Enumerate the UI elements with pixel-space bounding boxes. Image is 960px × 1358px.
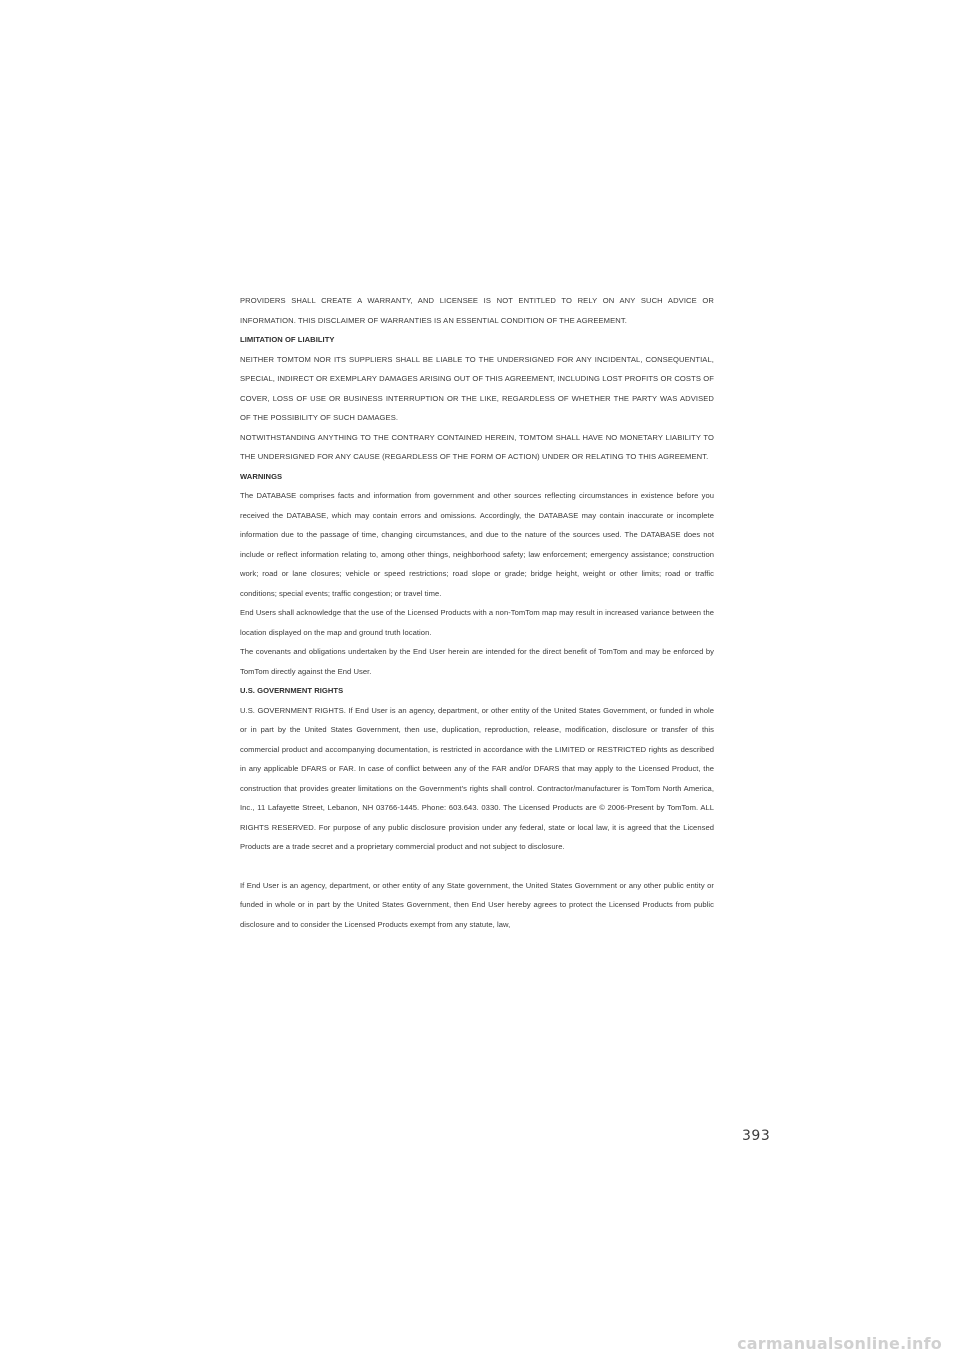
- license-text-body: [240, 291, 714, 934]
- paragraph: The covenants and obligations undertaken by the End User herein are intended for the direct benefit of TomTom and may be enforced by TomTom directly against the End User.: [240, 647, 714, 676]
- paragraph: U.S. GOVERNMENT RIGHTS. If End User is an agency, department, or other entity of the United States Government, or funded in whole or in part by the United States Government, then use, duplication, reproduction, release, modification, disclosure or transfer of this commercial product and accompanying documentation, is restricted in accordance with the LIMITED or RESTRICTED rights as described in any applicable DFARS or FAR. In case of conflict between any of the FAR and/or DFARS that may apply to the Licensed Product, the construction that provides greater limitations on the Government's rights shall control. Contractor/manufacturer is TomTom North America, Inc., 11 Lafayette Street, Lebanon, NH 03766-1445. Phone: 603.643. 0330. The Licensed Products are © 2006-Present by TomTom. ALL RIGHTS RESERVED. For purpose of any public disclosure provision under any federal, state or local law, it is agreed that the Licensed Products are a trade secret and a proprietary commercial product and not subject to disclosure.: [240, 705, 714, 851]
- paragraph: The DATABASE comprises facts and information from government and other sources reflecting circumstances in existence before you received the DATABASE, which may contain errors and omissions. Accordingly, the DATABASE may contain inaccurate or incomplete information due to the passage of time, changing circumstances, and due to the nature of the sources used. The DATABASE does not include or reflect information relating to, among other things, neighborhood safety; law enforcement; emergency assistance; construction work; road or lane closures; vehicle or speed restrictions; road slope or grade; bridge height, weight or other limits; road or traffic conditions; special events; traffic congestion; or travel time.: [240, 491, 714, 598]
- paragraph: NOTWITHSTANDING ANYTHING TO THE CONTRARY CONTAINED HEREIN, TOMTOM SHALL HAVE NO MONETARY LIABILITY TO THE UNDERSIGNED FOR ANY CAUSE (REGARDLESS OF THE FORM OF ACTION) UNDER OR RELATING TO THIS AGREEMENT.: [240, 432, 714, 461]
- section-heading: U.S. GOVERNMENT RIGHTS: [240, 686, 344, 695]
- paragraph-spacer: [240, 857, 714, 876]
- section-heading: WARNINGS: [240, 471, 283, 481]
- section-heading: LIMITATION OF LIABILITY: [240, 335, 335, 344]
- paragraph: If End User is an agency, department, or other entity of any State government, the United States Government or any other public entity or funded in whole or in part by the United States Government, then End User hereby agrees to protect the Licensed Products from public disclosure and to consider the Licensed Products exempt from any statute, law,: [240, 880, 714, 929]
- paragraph: End Users shall acknowledge that the use of the Licensed Products with a non-TomTom map may result in increased variance between the location displayed on the map and ground truth location.: [240, 608, 714, 637]
- watermark: carmanualsonline.info: [737, 1334, 942, 1353]
- page-number: 393: [742, 1128, 771, 1144]
- paragraph: PROVIDERS SHALL CREATE A WARRANTY, AND LICENSEE IS NOT ENTITLED TO RELY ON ANY SUCH ADVICE OR INFORMATION. THIS DISCLAIMER OF WARRANTIES IS AN ESSENTIAL CONDITION OF THE AGREEMENT.: [240, 296, 714, 325]
- paragraph: NEITHER TOMTOM NOR ITS SUPPLIERS SHALL BE LIABLE TO THE UNDERSIGNED FOR ANY INCIDENTAL, CONSEQUENTIAL, SPECIAL, INDIRECT OR EXEMPLARY DAMAGES ARISING OUT OF THIS AGREEMENT, INCLUDING LOST PROFITS OR COSTS OF COVER, LOSS OF USE OR BUSINESS INTERRUPTION OR THE LIKE, REGARDLESS OF WHETHER THE PARTY WAS ADVISED OF THE POSSIBILITY OF SUCH DAMAGES.: [240, 354, 714, 422]
